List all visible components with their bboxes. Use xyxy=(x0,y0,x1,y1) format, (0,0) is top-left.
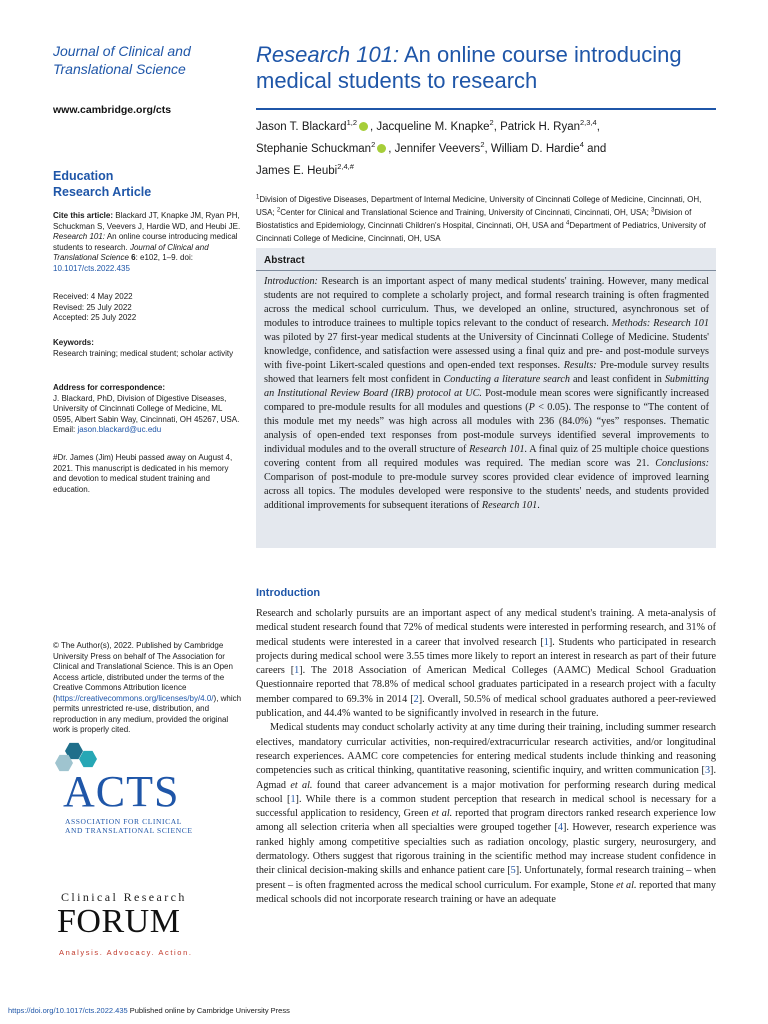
affiliation-1: Division of Digestive Diseases, Department of Internal Medicine, University of Cincinnati College of Medicine, Cincinnati, OH, USA; xyxy=(256,195,702,217)
revised-date: Revised: 25 July 2022 xyxy=(53,302,132,312)
published-note: Published online by Cambridge University Press xyxy=(127,1006,290,1015)
affil-sup-3: 3 xyxy=(651,207,655,214)
introduction-body xyxy=(256,607,716,907)
citation-link[interactable]: 1 xyxy=(543,636,549,648)
keywords-block xyxy=(53,338,243,359)
journal-website-link[interactable]: www.cambridge.org/cts xyxy=(53,104,172,116)
author[interactable] xyxy=(490,140,607,155)
et-al: et al. xyxy=(431,808,453,820)
citation-link[interactable]: 1 xyxy=(290,793,296,805)
abstract-p-label: P xyxy=(528,402,535,413)
cite-title-rest: An online course introducing medical students to research. xyxy=(53,232,238,252)
abstract-results-label: Results: xyxy=(563,360,597,371)
cite-text: Blackard JT, Knapke JM, Ryan PH, Schuckman S, Veevers J, Hardie WD, and Heubi JE. xyxy=(53,211,241,231)
text-run: ]. Overall, 50.5% of medical school graduates authored a peer-reviewed publication, and 44.4% wanted to be significantly involved in research in the future. xyxy=(256,693,716,720)
citation-link[interactable]: 3 xyxy=(704,765,711,777)
text-run: Research and scholarly pursuits are an important aspect of any medical student's training. A meta-analysis of medical student research found that 72% of medical students were interested in performing research, and 31% of medical students were interested in a career that involved research [ xyxy=(256,608,716,648)
correspondence-email-link[interactable]: jason.blackard@uc.edu xyxy=(77,425,162,434)
title-divider xyxy=(256,108,716,110)
author[interactable] xyxy=(394,140,491,155)
affil-sup-2: 2 xyxy=(276,207,281,214)
text-run: ]. Unfortunately, formal research training – when present – is often fragmented across the medical school curriculum. For example, Stone xyxy=(256,865,717,891)
affil-sup-4: 4 xyxy=(565,220,570,227)
abstract-intro-label: Introduction: xyxy=(264,276,318,287)
crf-wordmark: FORUM xyxy=(57,903,181,940)
citation-link[interactable]: 5 xyxy=(510,865,516,877)
title-prefix: Research 101: xyxy=(256,42,400,67)
author-name: William D. Hardie xyxy=(490,143,580,155)
article-type-line-1: Education xyxy=(53,169,114,183)
article-title xyxy=(256,42,726,94)
abstract-conclusions-2: . xyxy=(537,500,540,511)
license-text-1: © The Author(s), 2022. Published by Cambridge University Press on behalf of The Association for Clinical and Translational Science. This is an Open Access article, distributed under the terms of the Creative Commons Attribution licence ( xyxy=(53,641,233,703)
affil-sup-1: 1 xyxy=(256,194,260,201)
acts-subtitle-line-2: AND TRANSLATIONAL SCIENCE xyxy=(65,825,193,835)
journal-name[interactable]: Journal of Clinical and Translational Science xyxy=(53,43,191,77)
license-url-link[interactable]: https://creativecommons.org/licenses/by/4.0/ xyxy=(55,693,214,703)
abstract-results-2: and least confident in xyxy=(570,374,665,385)
affiliation-4: Department of Pediatrics, University of Cincinnati College of Medicine, Cincinnati, OH, USA xyxy=(256,221,706,243)
text-run: ]. Students who participated in research projects during medical school were 3.55 times more likely to report an interest in research as part of their future careers [ xyxy=(256,636,716,677)
abstract-conclusions-1: Comparison of post-module to pre-module survey scores provided clear evidence of improved learning across all topics. The modules developed were responsive to the students' needs, and students provided additional improvements for subsequent iterations of xyxy=(264,472,709,511)
abstract-text xyxy=(264,275,709,513)
correspondence-label: Address for correspondence: xyxy=(53,383,166,392)
abstract-box xyxy=(256,248,716,548)
license-note xyxy=(53,641,243,736)
author-name: Jacqueline M. Knapke xyxy=(376,121,490,133)
author[interactable] xyxy=(256,162,354,177)
author-name: Jennifer Veevers xyxy=(394,143,481,155)
correspondence-address: J. Blackard, PhD, Division of Digestive Diseases, University of Cincinnati College of Medicine, ML 0595, Albert Sabin Way, Cincinnati, OH 45267, USA. Email: xyxy=(53,393,240,434)
abstract-results-5: A final quiz of 25 multiple choice questions covering content from all required modules was required. The median score was 21. xyxy=(264,444,710,469)
author[interactable] xyxy=(500,118,600,133)
received-date: Received: 4 May 2022 xyxy=(53,292,133,301)
affiliation-3: Division of Biostatistics and Epidemiology, Cincinnati Children's Hospital, Cincinnati, OH, USA and xyxy=(256,208,692,230)
text-run: ]. The 2018 Association of American Medical Colleges (AAMC) Medical School Graduation Questionnaire reported that 78.8% of medical school graduates participated in a research project with a faculty member compared to 69.3% in 2014 [ xyxy=(256,665,717,705)
author-affiliation-sup: 2 xyxy=(489,118,494,128)
author-name: Patrick H. Ryan xyxy=(500,121,580,133)
keywords-text: Research training; medical student; scholar activity xyxy=(53,348,234,358)
author-separator: , xyxy=(370,121,377,133)
abstract-conclusions-course: Research 101 xyxy=(481,500,538,511)
affiliations xyxy=(256,193,716,245)
cite-pages: : e102, 1–9. doi: xyxy=(135,253,193,262)
memorial-text: #Dr. James (Jim) Heubi passed away on August 4, 2021. This manuscript is dedicated in his memory and devotion to medical student training and education. xyxy=(53,453,233,494)
crf-top-text: Clinical Research xyxy=(61,890,187,904)
article-type xyxy=(53,168,151,200)
cite-journal: Journal of Clinical and Translational Science xyxy=(53,242,209,262)
citation-link[interactable]: 2 xyxy=(413,693,419,705)
doi-footer-link[interactable]: https://doi.org/10.1017/cts.2022.435 xyxy=(8,1006,128,1015)
clinical-research-forum-logo xyxy=(53,890,213,965)
et-al: et al. xyxy=(616,879,637,891)
dates-block xyxy=(53,292,243,324)
keywords-label: Keywords: xyxy=(53,338,94,347)
abstract-results-course: Research 101. xyxy=(469,444,528,455)
citation-link[interactable]: 4 xyxy=(557,822,563,834)
text-run: Medical students may conduct scholarly activity at any time during their training, including summer research electives, mandatory curricular activities, non-required/extracurricular research activities, and/or longitudinal research experiences. AAMC core competencies for entering medical students include thinking and reasoning competencies such as critical thinking, quantitative reasoning, scientific inquiry, and written communication [ xyxy=(256,722,716,777)
author[interactable] xyxy=(256,140,395,155)
text-run: reported that program directors ranked research experience low among all selection criteria when all specialties were grouped together [ xyxy=(256,808,716,834)
author-name: James E. Heubi xyxy=(256,165,338,177)
abstract-methods-course: Research 101 xyxy=(650,318,709,329)
orcid-icon[interactable] xyxy=(377,144,386,153)
author-affiliation-sup: 2 xyxy=(480,140,485,150)
author-separator: , xyxy=(484,143,491,155)
orcid-icon[interactable] xyxy=(359,122,368,131)
author-separator: and xyxy=(583,143,607,155)
author-affiliation-sup: 2,3,4 xyxy=(580,118,597,128)
abstract-results-3: Post-module mean scores were significantly increased compared to pre-module results for all modules and questions ( xyxy=(264,388,710,413)
abstract-results-1: Pre-module survey results showed that learners felt most confident in xyxy=(264,360,709,385)
text-run: ]. Agmad xyxy=(256,765,716,791)
abstract-module-1: Conducting a literature search xyxy=(443,374,571,385)
citation-block xyxy=(53,211,243,274)
affiliation-2: Center for Clinical and Translational Science and Training, University of Cincinnati, Cincinnati, OH, USA; xyxy=(280,208,652,217)
author-name: Stephanie Schuckman xyxy=(256,143,372,155)
introduction-heading: Introduction xyxy=(256,587,321,599)
paragraph xyxy=(256,607,716,721)
acts-subtitle-line-1: ASSOCIATION FOR CLINICAL xyxy=(65,817,182,826)
acts-subtitle xyxy=(65,818,193,835)
text-run: reported that many medical schools did not incorporate research training or have an adequate xyxy=(256,879,717,905)
abstract-conclusions-label: Conclusions: xyxy=(655,458,709,469)
author-affiliation-sup: 2 xyxy=(371,140,376,150)
author-separator: , xyxy=(596,121,600,133)
author-affiliation-sup: 4 xyxy=(579,140,584,150)
author-list xyxy=(256,116,716,182)
author-separator: , xyxy=(493,121,501,133)
author[interactable] xyxy=(256,118,377,133)
abstract-methods-label: Methods: xyxy=(611,318,651,329)
cite-title-italic: Research 101: xyxy=(53,232,106,241)
text-run: found that career advancement is a major motivation for performing research during medical school [ xyxy=(256,779,716,805)
author[interactable] xyxy=(376,118,501,133)
abstract-results-4: < 0.05). The response to “The content of this module met my needs” was high across all modules with 236 (84.0%) “yes” responses. Thematic analysis of open-ended text responses from post-module surveys identified several improvements to individual modules and to the overall structure of xyxy=(264,402,709,455)
abstract-methods: was piloted by 27 first-year medical students at the University of Cincinnati College of Medicine. Students' knowledge, confidence, and satisfaction were assessed using a final quiz and pre- and post-module surveys with five-point Likert-scaled questions and open-ended text responses. xyxy=(264,332,709,371)
cite-doi-link[interactable]: 10.1017/cts.2022.435 xyxy=(53,263,130,273)
paragraph xyxy=(256,721,716,907)
crf-tagline: Analysis. Advocacy. Action. xyxy=(59,948,193,957)
abstract-module-2: Submitting an Institutional Review Board (IRB) protocol at UC. xyxy=(264,374,709,399)
page-footer xyxy=(8,1006,290,1015)
abstract-heading: Abstract xyxy=(264,255,305,266)
memorial-note xyxy=(53,453,243,495)
title-rest: An online course introducing medical students to research xyxy=(256,42,682,93)
text-run: ]. However, research experience was ranked highly among competitive specialties such as radiation oncology, plastic surgery, neurosurgery, and dermatology. Others suggest that rigorous training in the scientific method may increase student confidence in their clinical decision-making skills and enhance patient care [ xyxy=(256,822,716,877)
accepted-date: Accepted: 25 July 2022 xyxy=(53,313,137,322)
text-run: ]. While there is a common student perception that research in medical school is necessary for a successful application to residency, Green xyxy=(256,793,716,820)
acts-wordmark: ACTS xyxy=(63,767,180,816)
citation-link[interactable]: 1 xyxy=(294,665,300,677)
correspondence-block xyxy=(53,383,243,436)
license-text-2: ), which permits unrestricted re-use, distribution, and reproduction in any medium, provided the original work is properly cited. xyxy=(53,693,242,734)
author-separator: , xyxy=(388,143,395,155)
article-type-line-2: Research Article xyxy=(53,185,152,199)
author-name: Jason T. Blackard xyxy=(256,121,347,133)
et-al: et al. xyxy=(290,779,313,791)
cite-label: Cite this article: xyxy=(53,211,114,220)
author-affiliation-sup: 1,2 xyxy=(346,118,357,128)
abstract-divider xyxy=(256,270,716,271)
acts-logo xyxy=(53,740,213,840)
author-affiliation-sup: 2,4,# xyxy=(337,162,354,172)
abstract-intro: Research is an important aspect of many medical students' training. However, many medical students are not required to complete a scholarly project, and formal research training is often fragmented across the medical school curriculum. Thus, we developed an online, structured, asynchronous set of modules to introduce trainees to multiple topics relevant to the conduct of research. xyxy=(264,276,709,329)
cite-volume: 6 xyxy=(128,253,136,262)
